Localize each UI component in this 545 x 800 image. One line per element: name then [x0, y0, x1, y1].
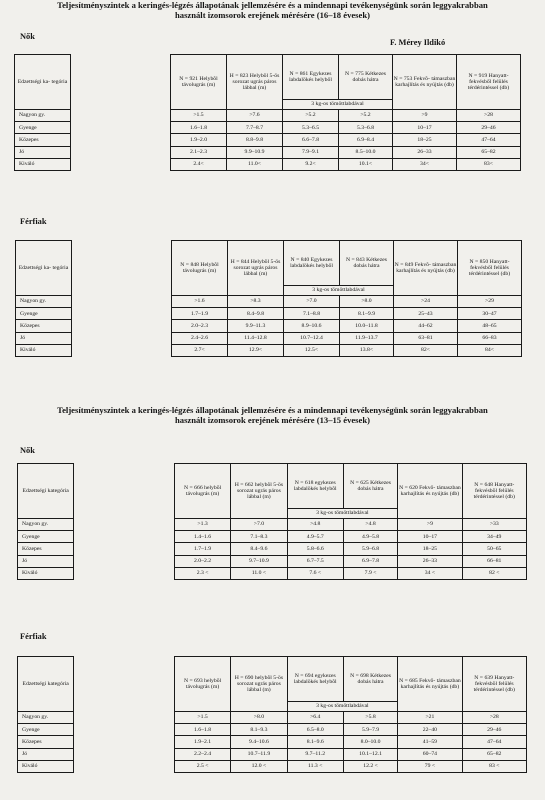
category-header: Edzettségi kategória [18, 464, 74, 519]
value-cell: 66–83 [458, 332, 522, 344]
value-cell: 8.4–9.8 [228, 308, 284, 320]
value-cell: 65–82 [462, 748, 526, 760]
table-row [15, 122, 521, 134]
category-cell: Nagyon gy. [18, 519, 74, 531]
value-cell: 8.1–9.9 [340, 308, 394, 320]
value-cell: 12.2 < [343, 760, 397, 772]
title-line-1: Teljesítményszintek a keringés-légzés állapotának jellemzésére és a mindennapi tevékenységünk során leggyakrabban [57, 405, 488, 415]
value-cell: 63–81 [394, 332, 458, 344]
value-cell: 11.0 < [231, 567, 287, 579]
value-cell: >7.0 [284, 296, 340, 308]
value-cell: >7.6 [227, 110, 283, 122]
section-label: Nők [20, 446, 35, 455]
value-cell: 34 < [398, 567, 462, 579]
table-row [18, 712, 527, 724]
value-cell: 9.4–10.6 [231, 736, 287, 748]
spacer-cell [74, 531, 175, 543]
value-cell: >9 [393, 110, 457, 122]
value-cell: 7.1–8.8 [284, 308, 340, 320]
value-cell: 9.7–10.9 [231, 555, 287, 567]
value-cell: >1.6 [172, 296, 228, 308]
value-cell: >8.3 [228, 296, 284, 308]
norm-table [14, 54, 521, 171]
spacer-cell [74, 736, 175, 748]
value-cell: >29 [458, 296, 522, 308]
column-header: N = 848 Helybõl távolugrás (m) [172, 241, 228, 296]
value-cell: >28 [457, 110, 521, 122]
spacer-cell [72, 332, 172, 344]
spacer-cell [71, 122, 171, 134]
value-cell: 7.9–9.1 [283, 146, 339, 158]
column-header: N = 753 Fekvõ- támaszban karhajlítás és nyújtás (db) [393, 55, 457, 110]
value-cell: 9.2< [283, 158, 339, 170]
section-label: Nők [20, 32, 35, 41]
spacer-cell [71, 134, 171, 146]
spacer-cell [72, 296, 172, 308]
column-header: N = 620 Fekvő- támaszban karhajlítás és nyújtás (db) [398, 464, 462, 519]
category-cell: Kiváló [18, 567, 74, 579]
value-cell: 11.4–12.8 [228, 332, 284, 344]
value-cell: 22–40 [398, 724, 462, 736]
table-row [18, 724, 527, 736]
column-header: N = 840 Egykezes labdalökés helyből [284, 241, 340, 286]
value-cell: 8.0–10.0 [343, 736, 397, 748]
category-header: Edzettségi ka- tegória [15, 55, 71, 110]
value-cell: 7.6 < [287, 567, 343, 579]
value-cell: 6.5–8.0 [287, 724, 343, 736]
spacer-cell [74, 724, 175, 736]
value-cell: 7.9 < [343, 567, 397, 579]
ball-subheader: 3 kg-os tömöttlabdával [284, 286, 394, 296]
section-label: Férfiak [20, 217, 47, 226]
value-cell: 18–25 [398, 543, 462, 555]
title-13-15 [0, 405, 545, 425]
value-cell: 10.7–11.9 [231, 748, 287, 760]
value-cell: 1.9–2.1 [174, 736, 230, 748]
author-name: F. Mérey Ildikó [390, 38, 446, 47]
value-cell: 83< [457, 158, 521, 170]
value-cell: 6.9–7.8 [343, 555, 397, 567]
value-cell: 8.4–9.6 [231, 543, 287, 555]
header-row [18, 464, 527, 509]
value-cell: 2.0–2.2 [174, 555, 230, 567]
value-cell: 12.0 < [231, 760, 287, 772]
value-cell: 10.1–12.1 [343, 748, 397, 760]
column-header: N = 685 Fekvő- támaszban karhajlítás és nyújtás (db) [398, 657, 462, 712]
table-row [18, 748, 527, 760]
header-row [16, 241, 522, 286]
value-cell: 9.9–11.3 [228, 320, 284, 332]
category-cell: Jó [15, 146, 71, 158]
value-cell: 9.9–10.9 [227, 146, 283, 158]
category-cell: Jó [16, 332, 72, 344]
value-cell: 4.9–5.8 [343, 531, 397, 543]
column-header: N = 919 Hanyatt- fekvésből felülés térdérintéssel (db) [457, 55, 521, 110]
value-cell: 41–59 [398, 736, 462, 748]
value-cell: 2.0–2.3 [172, 320, 228, 332]
table-row [18, 760, 527, 772]
value-cell: 2.2–2.4 [174, 748, 230, 760]
value-cell: 29–46 [462, 724, 526, 736]
value-cell: 8.1–9.6 [287, 736, 343, 748]
value-cell: 82 < [462, 567, 526, 579]
category-cell: Gyenge [18, 724, 74, 736]
spacer-cell [74, 748, 175, 760]
spacer-cell [72, 308, 172, 320]
column-header: N = 849 Fekvõ- támaszban karhajlítás és nyújtás (db) [394, 241, 458, 296]
column-header: N = 666 helybõl távolugrás (m) [174, 464, 230, 519]
value-cell: >1.3 [174, 519, 230, 531]
table-row [15, 110, 521, 122]
value-cell: 12.9< [228, 344, 284, 356]
ball-subheader: 3 kg-os tömöttlabdával [283, 100, 393, 110]
value-cell: 10.7–12.4 [284, 332, 340, 344]
value-cell: 6.6–7.8 [283, 134, 339, 146]
section-label: Férfiak [20, 632, 47, 641]
value-cell: 82< [394, 344, 458, 356]
column-header: N = 625 Kétkezes dobás hátra [343, 464, 397, 509]
category-cell: Közepes [16, 320, 72, 332]
value-cell: >8.0 [340, 296, 394, 308]
value-cell: 25–43 [394, 308, 458, 320]
category-cell: Jó [18, 748, 74, 760]
norm-table [17, 463, 527, 580]
value-cell: 26–33 [393, 146, 457, 158]
value-cell: 12.5< [284, 344, 340, 356]
value-cell: 8.8–9.8 [227, 134, 283, 146]
value-cell: 48–65 [458, 320, 522, 332]
column-header: H = 823 Helybõl 5-ös sorozat ugrás páros lábbal (m) [227, 55, 283, 110]
title-line-1: Teljesítményszintek a keringés-légzés állapotának jellemzésére és a mindennapi tevékenységünk során leggyakrabban [57, 0, 488, 10]
column-header: N = 648 Hanyatt- fekvésbõl felülés térdérintéssel (db) [462, 464, 526, 519]
value-cell: 11.3 < [287, 760, 343, 772]
category-cell: Kiváló [15, 158, 71, 170]
value-cell: 8.1–9.3 [231, 724, 287, 736]
value-cell: 5.3–6.5 [283, 122, 339, 134]
value-cell: 5.3–6.8 [339, 122, 393, 134]
value-cell: 6.9–8.4 [339, 134, 393, 146]
category-cell: Nagyon gy. [18, 712, 74, 724]
value-cell: 66–81 [462, 555, 526, 567]
table-row [15, 146, 521, 158]
spacer-cell [71, 146, 171, 158]
value-cell: 47–64 [457, 134, 521, 146]
value-cell: >24 [394, 296, 458, 308]
category-cell: Gyenge [15, 122, 71, 134]
table-row [16, 344, 522, 356]
category-cell: Jó [18, 555, 74, 567]
value-cell: 2.1–2.3 [171, 146, 227, 158]
column-header: N = 694 egykezes labdalökés helybõl [287, 657, 343, 702]
table-row [18, 567, 527, 579]
value-cell: 10–17 [398, 531, 462, 543]
table-row [16, 308, 522, 320]
value-cell: 8.5–10.0 [339, 146, 393, 158]
title-line-2: használt izomsorok erejének mérésére (16–18 évesek) [175, 10, 370, 20]
category-cell: Nagyon gy. [16, 296, 72, 308]
spacer-cell [74, 464, 175, 519]
value-cell: 30–47 [458, 308, 522, 320]
spacer-cell [74, 712, 175, 724]
value-cell: >6.4 [287, 712, 343, 724]
spacer-cell [71, 158, 171, 170]
value-cell: 6.7–7.5 [287, 555, 343, 567]
column-header: N = 850 Hanyatt- fekvésből felülés térdérintéssel (db) [458, 241, 522, 296]
table-row [18, 736, 527, 748]
value-cell: >4.8 [287, 519, 343, 531]
value-cell: 79 < [398, 760, 462, 772]
value-cell: 7.1–8.3 [231, 531, 287, 543]
value-cell: 13.8< [340, 344, 394, 356]
norm-table [17, 656, 527, 773]
value-cell: 2.5 < [174, 760, 230, 772]
spacer-cell [74, 567, 175, 579]
value-cell: 83 < [462, 760, 526, 772]
category-cell: Közepes [18, 736, 74, 748]
spacer-cell [74, 519, 175, 531]
spacer-cell [74, 543, 175, 555]
column-header: N = 775 Kétkezes dobás hátra [339, 55, 393, 100]
value-cell: >1.5 [174, 712, 230, 724]
value-cell: 1.7–1.9 [174, 543, 230, 555]
column-header: N = 618 egykezes labdalökés helybõl [287, 464, 343, 509]
column-header: N = 639 Hanyatt- fekvésbõl felülés térdérintéssel (db) [462, 657, 526, 712]
value-cell: 9.7–11.2 [287, 748, 343, 760]
value-cell: 5.8–6.6 [287, 543, 343, 555]
spacer-cell [71, 55, 171, 110]
category-header: Edzettségi ka- tegória [16, 241, 72, 296]
category-cell: Közepes [18, 543, 74, 555]
value-cell: 2.4< [171, 158, 227, 170]
category-cell: Kiváló [16, 344, 72, 356]
header-row [18, 657, 527, 702]
value-cell: >5.2 [339, 110, 393, 122]
value-cell: >33 [462, 519, 526, 531]
value-cell: 60–74 [398, 748, 462, 760]
value-cell: 2.4–2.6 [172, 332, 228, 344]
spacer-cell [74, 760, 175, 772]
value-cell: >1.5 [171, 110, 227, 122]
value-cell: 7.7–8.7 [227, 122, 283, 134]
value-cell: 18–25 [393, 134, 457, 146]
value-cell: 5.9–6.8 [343, 543, 397, 555]
value-cell: >28 [462, 712, 526, 724]
value-cell: 10.1< [339, 158, 393, 170]
category-cell: Kiváló [18, 760, 74, 772]
column-header: H = 844 Helybõl 5-ös sorozat ugrás páros lábbal (m) [228, 241, 284, 296]
value-cell: 1.7–1.9 [172, 308, 228, 320]
value-cell: >5.2 [283, 110, 339, 122]
value-cell: 47–64 [462, 736, 526, 748]
value-cell: 5.9–7.9 [343, 724, 397, 736]
value-cell: 44–62 [394, 320, 458, 332]
ball-subheader: 3 kg-os tömöttlabdával [287, 509, 398, 519]
value-cell: 65–82 [457, 146, 521, 158]
value-cell: >8.0 [231, 712, 287, 724]
value-cell: >9 [398, 519, 462, 531]
value-cell: 34< [393, 158, 457, 170]
column-header: N = 921 Helybõl távolugrás (m) [171, 55, 227, 110]
column-header: N = 861 Egykezes labdalökés helyből [283, 55, 339, 100]
value-cell: 10–17 [393, 122, 457, 134]
value-cell: 50–65 [462, 543, 526, 555]
column-header: N = 843 Kétkezes dobás hátra [340, 241, 394, 286]
value-cell: 2.3 < [174, 567, 230, 579]
value-cell: 1.6–1.8 [171, 122, 227, 134]
column-header: H = 690 helybõl 5-ös sorozat ugrás páros lábbal (m) [231, 657, 287, 712]
spacer-cell [72, 320, 172, 332]
spacer-cell [72, 241, 172, 296]
table-row [16, 320, 522, 332]
table-row [16, 296, 522, 308]
column-header: H = 662 helybõl 5-ös sorozat ugrás páros lábbal (m) [231, 464, 287, 519]
table-row [18, 555, 527, 567]
value-cell: 2.7< [172, 344, 228, 356]
spacer-cell [74, 555, 175, 567]
category-header: Edzettségi kategória [18, 657, 74, 712]
value-cell: >21 [398, 712, 462, 724]
value-cell: 84< [458, 344, 522, 356]
value-cell: 4.9–5.7 [287, 531, 343, 543]
value-cell: 26–33 [398, 555, 462, 567]
value-cell: 10.0–11.8 [340, 320, 394, 332]
header-row [15, 55, 521, 100]
value-cell: 1.4–1.6 [174, 531, 230, 543]
title-16-18 [0, 0, 545, 20]
category-cell: Közepes [15, 134, 71, 146]
value-cell: 11.0< [227, 158, 283, 170]
title-line-2: használt izomsorok erejének mérésére (13–15 évesek) [175, 415, 370, 425]
value-cell: 8.9–10.6 [284, 320, 340, 332]
value-cell: 1.6–1.8 [174, 724, 230, 736]
table-row [15, 158, 521, 170]
category-cell: Gyenge [16, 308, 72, 320]
table-row [16, 332, 522, 344]
column-header: N = 698 Kétkezes dobás hátra [343, 657, 397, 702]
table-row [18, 543, 527, 555]
value-cell: >5.8 [343, 712, 397, 724]
spacer-cell [74, 657, 175, 712]
value-cell: >4.8 [343, 519, 397, 531]
value-cell: 29–46 [457, 122, 521, 134]
ball-subheader: 3 kg-os tömöttlabdával [287, 702, 398, 712]
table-row [18, 519, 527, 531]
table-row [18, 531, 527, 543]
category-cell: Nagyon gy. [15, 110, 71, 122]
table-row [15, 134, 521, 146]
column-header: N = 693 helybõl távolugrás (m) [174, 657, 230, 712]
value-cell: >7.0 [231, 519, 287, 531]
value-cell: 11.9–13.7 [340, 332, 394, 344]
value-cell: 1.9–2.0 [171, 134, 227, 146]
spacer-cell [71, 110, 171, 122]
category-cell: Gyenge [18, 531, 74, 543]
spacer-cell [72, 344, 172, 356]
value-cell: 34–49 [462, 531, 526, 543]
norm-table [15, 240, 522, 357]
